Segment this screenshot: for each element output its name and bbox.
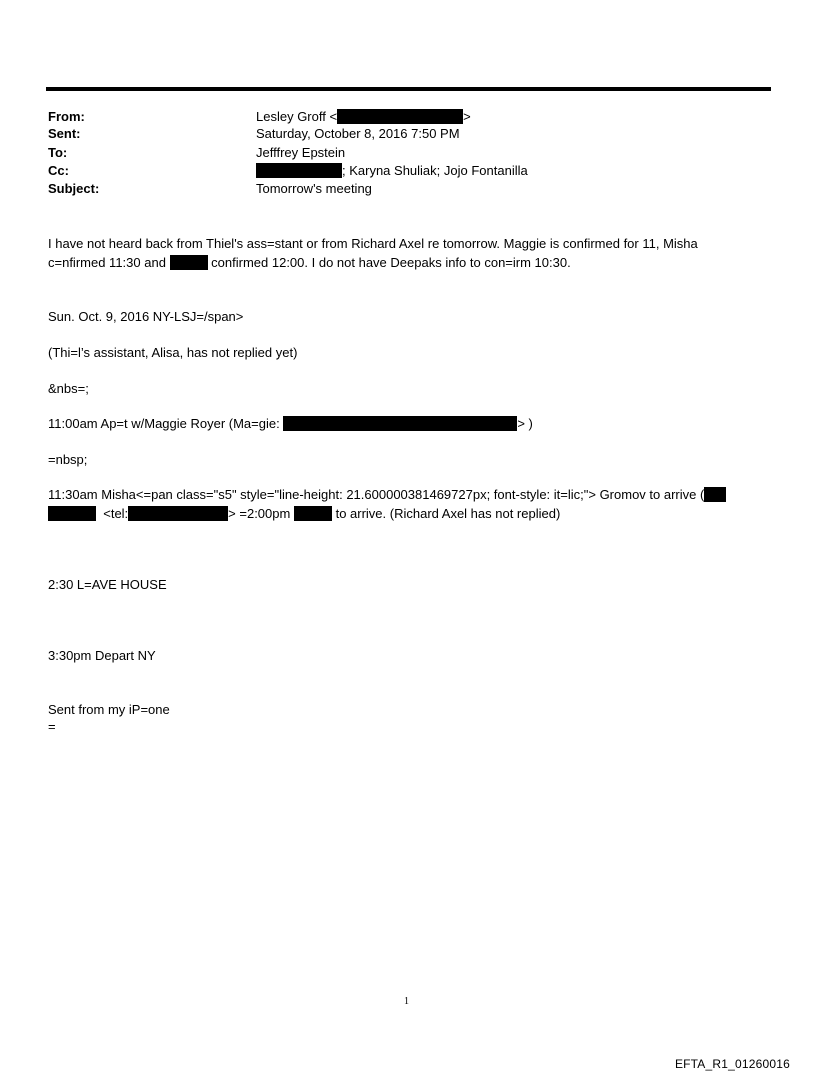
- subject-value: Tomorrow's meeting: [256, 181, 372, 196]
- redaction-box: [48, 506, 96, 521]
- to-label: To:: [48, 145, 68, 160]
- from-name: Lesley Groff <: [256, 109, 338, 124]
- body-fragment: 11:00am Ap=t w/Maggie Royer (Ma=gie:: [48, 416, 280, 431]
- body-fragment: to arrive. (Richard Axel has not replied): [335, 506, 561, 521]
- redaction-box: [294, 506, 332, 521]
- bates-number: EFTA_R1_01260016: [674, 1057, 790, 1071]
- redaction-box: [256, 163, 342, 178]
- schedule-item: [48, 414, 533, 433]
- cc-names: ; Karyna Shuliak; Jojo Fontanilla: [342, 163, 528, 178]
- sent-label: Sent:: [48, 126, 81, 141]
- body-fragment: <tel:: [103, 506, 129, 521]
- schedule-item: [48, 485, 726, 504]
- redaction-box: [128, 506, 228, 521]
- schedule-item: [48, 504, 560, 523]
- subject-label: Subject:: [48, 181, 100, 196]
- signature: Sent from my iP=one: [48, 702, 170, 717]
- redaction-box: [337, 109, 463, 124]
- body-line: &nbs=;: [48, 381, 89, 396]
- from-value: [256, 109, 471, 124]
- body-fragment: c=nfirmed 11:30 and: [48, 255, 166, 270]
- from-close: >: [463, 109, 471, 124]
- from-label: From:: [48, 109, 85, 124]
- body-line: [48, 253, 571, 272]
- redaction-box: [170, 255, 208, 270]
- body-line: (Thi=l’s assistant, Alisa, has not replied yet): [48, 345, 298, 360]
- sent-value: Saturday, October 8, 2016 7:50 PM: [256, 126, 460, 141]
- body-fragment: confirmed 12:00. I do not have Deepaks info to con=irm 10:30.: [211, 255, 571, 270]
- body-line: =: [48, 719, 56, 734]
- cc-value: [256, 163, 528, 178]
- body-line: I have not heard back from Thiel's ass=stant or from Richard Axel re tomorrow. Maggie is confirmed for 11, Misha: [48, 236, 698, 251]
- body-fragment: > =2:00pm: [228, 506, 291, 521]
- body-fragment: 11:30am Misha<=pan class="s5" style="line-height: 21.600000381469727px; font-style: it=lic;"> Gromov to arrive (: [48, 487, 705, 502]
- header-rule: [46, 87, 771, 91]
- to-value: Jefffrey Epstein: [256, 145, 346, 160]
- schedule-date: Sun. Oct. 9, 2016 NY-LSJ=/span>: [48, 309, 244, 324]
- cc-label: Cc:: [48, 163, 69, 178]
- redaction-box: [704, 487, 726, 502]
- body-line: =nbsp;: [48, 452, 88, 467]
- redaction-box: [283, 416, 517, 431]
- schedule-item: 2:30 L=AVE HOUSE: [48, 577, 167, 592]
- body-fragment: > ): [517, 416, 533, 431]
- page-number: 1: [404, 996, 409, 1007]
- schedule-item: 3:30pm Depart NY: [48, 648, 156, 663]
